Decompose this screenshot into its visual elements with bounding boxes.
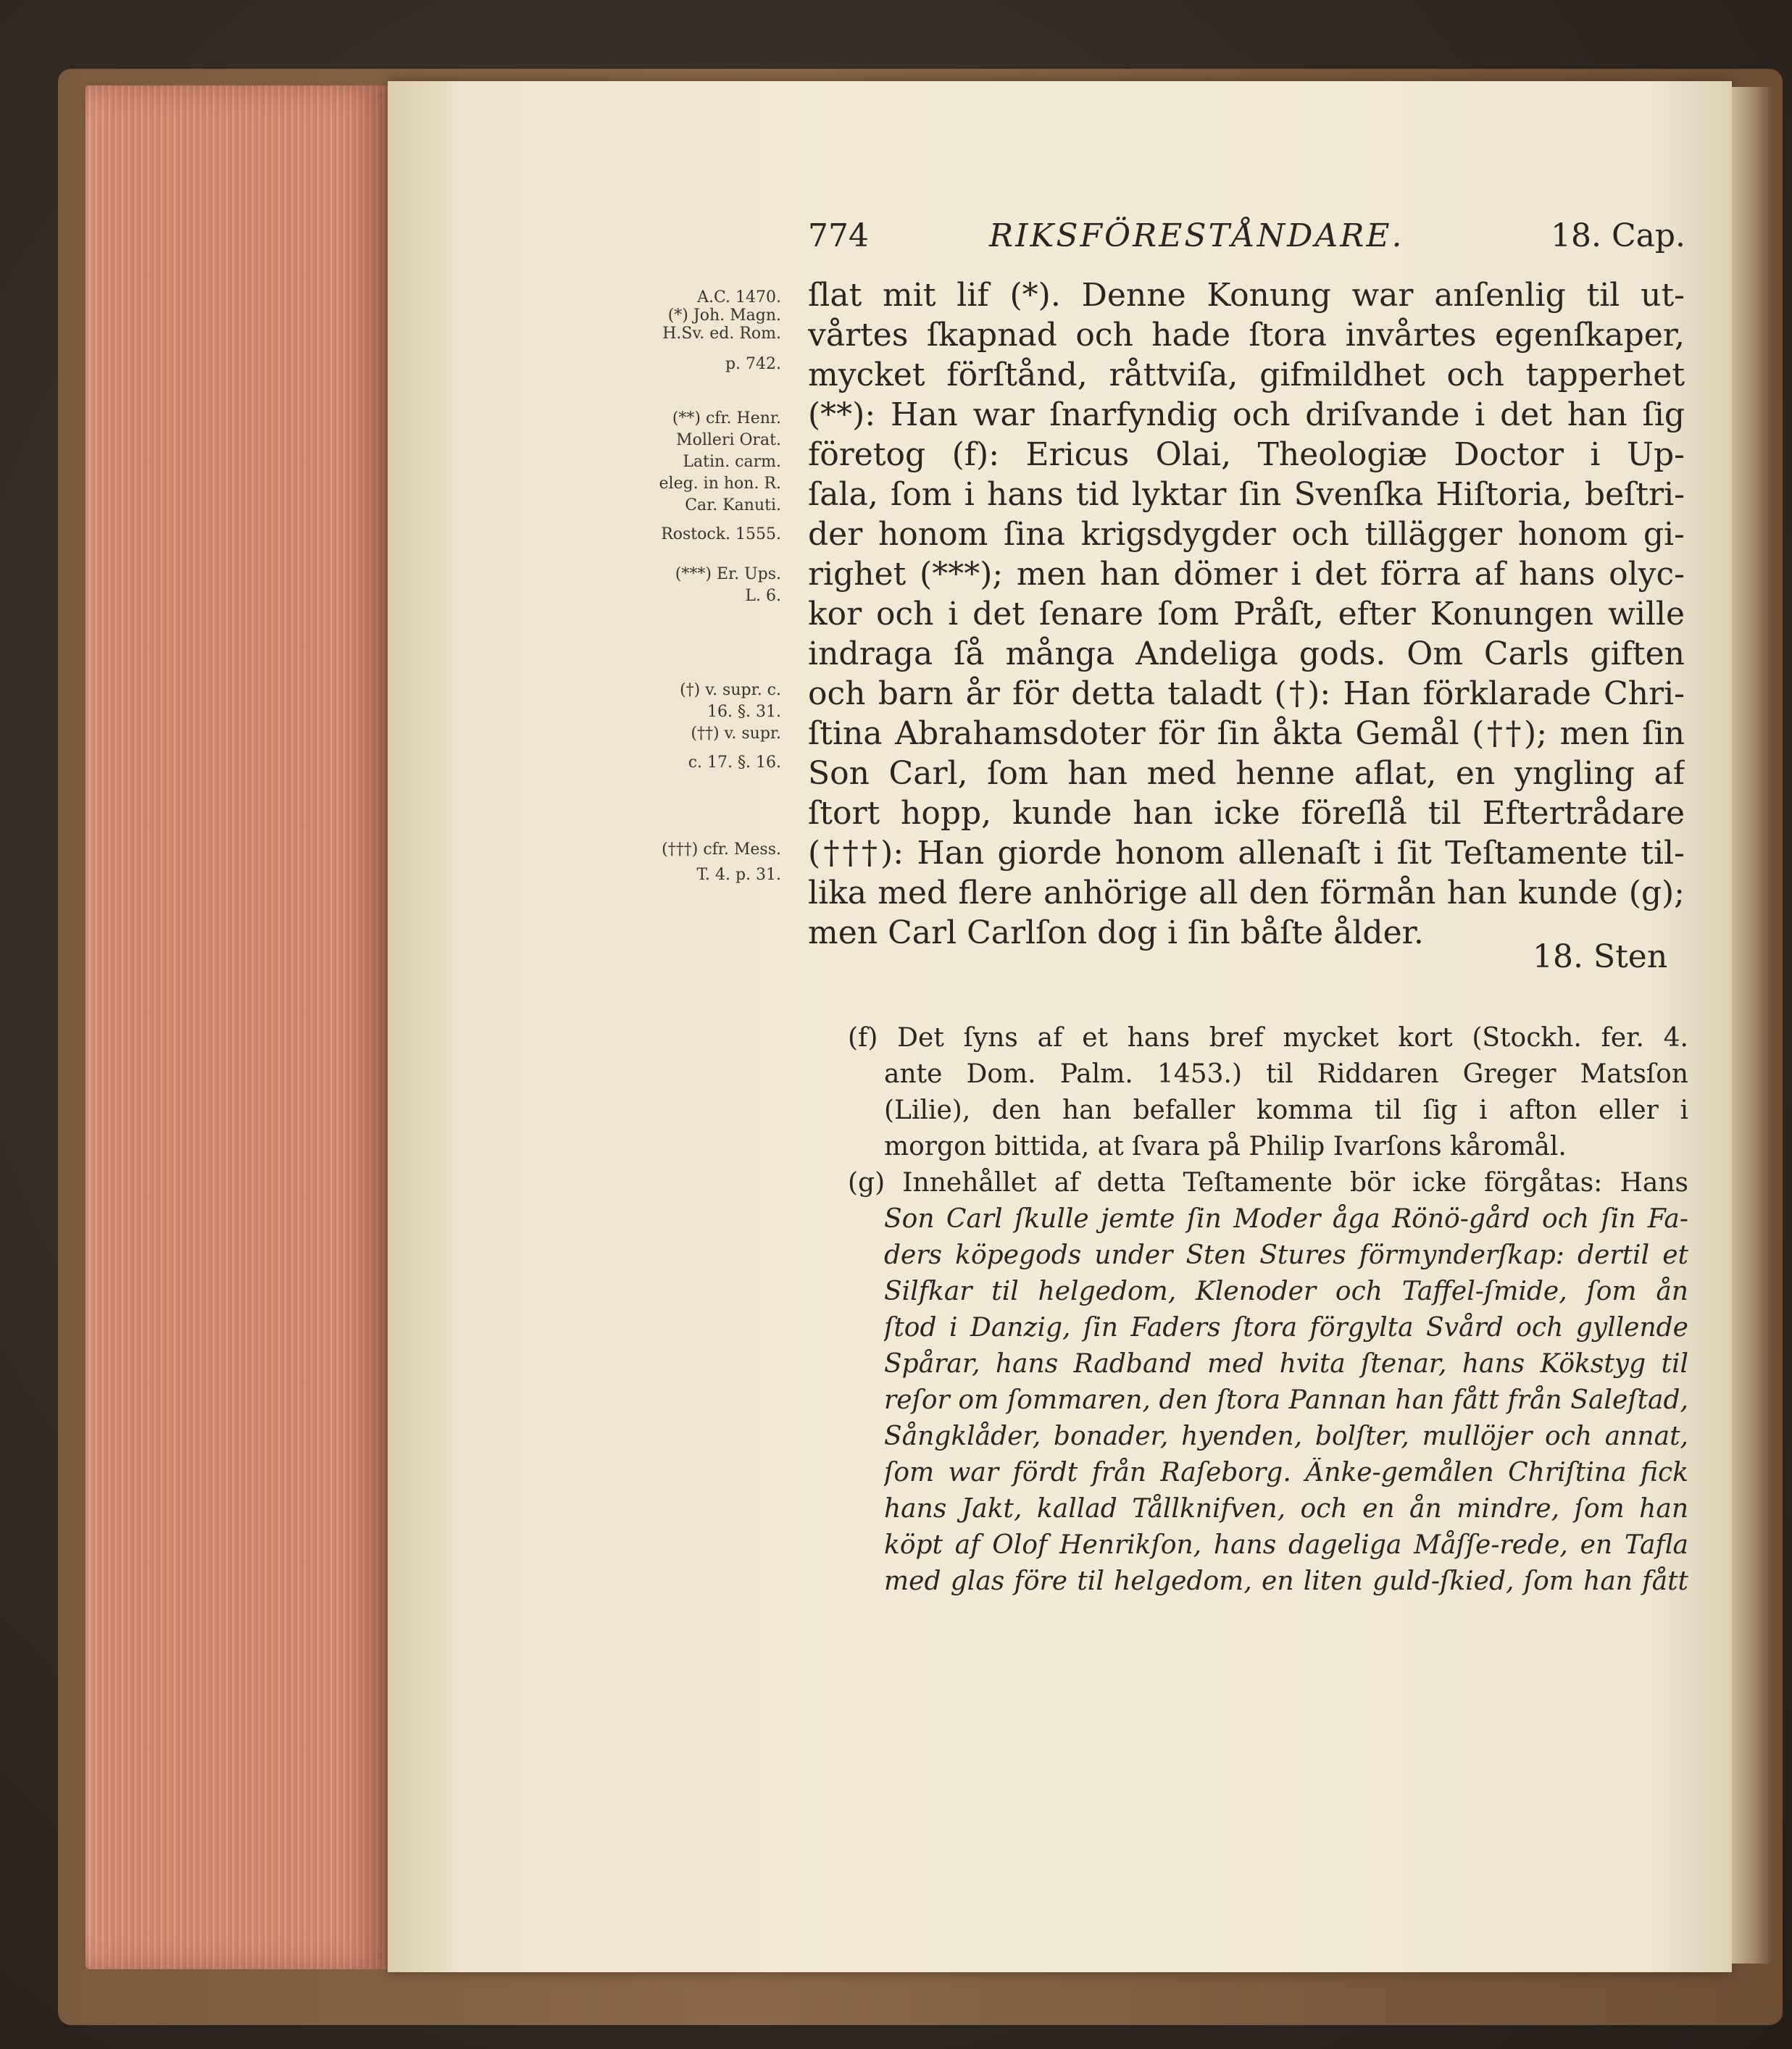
footnote-line: med glas före til helgedom, en liten guld-ſkied, ſom han fått [884,1566,1688,1596]
margin-note: (†) v. supr. c. [680,681,781,699]
footnote-line: (g) Innehållet af detta Teſtamente bör icke förgåtas: Hans [848,1168,1688,1198]
margin-note: Car. Kanuti. [685,496,781,514]
page-edges [86,85,390,1969]
body-line: ſlat mit lif (*). Denne Konung war anſenlig til ut- [808,277,1685,314]
body-line: och barn år för detta taladt (†): Han förklarade Chri- [808,675,1685,712]
margin-note: T. 4. p. 31. [696,866,781,884]
body-line: righet (***); men han dömer i det förra af hans olyc- [808,556,1685,593]
body-line: vårtes ſkapnad och hade ſtora invårtes egenſkaper, [808,317,1685,354]
page-number: 774 [808,217,869,254]
footnote-line: Spårar, hans Radband med hvita ſtenar, hans Kökstyg til [884,1349,1688,1379]
body-line: ſtina Abrahamsdoter för ſin åkta Gemål (††); men ſin [808,715,1685,752]
chapter-label: 18. Cap. [1551,217,1686,254]
margin-note: eleg. in hon. R. [659,475,781,493]
margin-note: c. 17. §. 16. [688,754,781,772]
footnote-line: ders köpegods under Sten Stures förmynderſkap: dertil et [884,1240,1688,1270]
body-line: lika med flere anhörige all den förmån han kunde (g); [808,875,1685,911]
footnote-line: Silfkar til helgedom, Klenoder och Taffel-ſmide, ſom ån [884,1277,1688,1306]
margin-note: A.C. 1470. [697,288,781,306]
body-line: indraga ſå många Andeliga gods. Om Carls giften [808,635,1685,672]
catchword: 18. Sten [1533,938,1668,975]
margin-note: H.Sv. ed. Rom. [662,325,781,343]
body-line: mycket förſtånd, råttviſa, gifmildhet och tapperhet [808,356,1685,393]
margin-note: p. 742. [725,355,781,373]
body-line: men Carl Carlſon dog i ſin båſte ålder. [808,914,1424,951]
body-line: (†††): Han giorde honom allenaſt i ſit Teſtamente til- [808,835,1685,872]
body-line: Son Carl, ſom han med henne aflat, en yngling af [808,755,1685,792]
footnote-line: ſom war fördt från Raſeborg. Änke-gemålen Chriſtina fick [884,1458,1688,1487]
margin-note: (**) cfr. Henr. [672,409,781,427]
margin-note: Molleri Orat. [676,431,781,449]
margin-note: (*) Joh. Magn. [667,306,781,325]
margin-note: (††) v. supr. [691,725,781,743]
footnote-line: ſtod i Danzig, ſin Faders ſtora förgylta Svård och gyllende [884,1313,1688,1343]
footnote-line: köpt af Olof Henrikſon, hans dageliga Måſſe-rede, en Tafla [884,1530,1688,1560]
footnote-line: Son Carl ſkulle jemte ſin Moder åga Rönö-gård och ſin Fa- [884,1204,1688,1234]
body-line: företog (f): Ericus Olai, Theologiæ Doctor i Up- [808,436,1685,473]
margin-note: (***) Er. Ups. [675,565,781,583]
footnote-line: hans Jakt, kallad Tållknifven, och en ån mindre, ſom han [884,1494,1688,1524]
margin-note: Latin. carm. [683,453,781,471]
body-line: ſala, ſom i hans tid lyktar ſin Svenſka Hiſtoria, beſtri- [808,476,1685,513]
margin-note: (†††) cfr. Mess. [662,840,781,859]
margin-note: Rostock. 1555. [661,525,781,543]
body-line: kor och i det ſenare ſom Pråſt, efter Konungen wille [808,596,1685,633]
body-line: der honom ſina krigsdygder och tillägger honom gi- [808,516,1685,553]
body-line: ſtort hopp, kunde han icke föreſlå til Eftertrådare [808,795,1685,832]
footnote-line: (Lilie), den han befaller komma til ſig i afton eller i [884,1096,1688,1125]
footnote-line: Sångklåder, bonader, hyenden, bolſter, mullöjer och annat, [884,1422,1688,1451]
body-line: (**): Han war ſnarfyndig och driſvande i det han ſig [808,396,1685,433]
margin-note: L. 6. [745,587,781,605]
running-title: RIKSFÖRESTÅNDARE. [989,217,1404,254]
book-right-edge [1732,87,1772,1964]
footnote-line: morgon bittida, at ſvara på Philip Ivarſons kåromål. [884,1132,1567,1161]
margin-note: 16. §. 31. [707,703,781,721]
footnote-line: (f) Det ſyns af et hans bref mycket kort (Stockh. fer. 4. [848,1023,1688,1053]
footnote-line: reſor om ſommaren, den ſtora Pannan han fått från Saleſtad, [884,1385,1688,1415]
footnote-line: ante Dom. Palm. 1453.) til Riddaren Greger Matsſon [884,1059,1688,1089]
